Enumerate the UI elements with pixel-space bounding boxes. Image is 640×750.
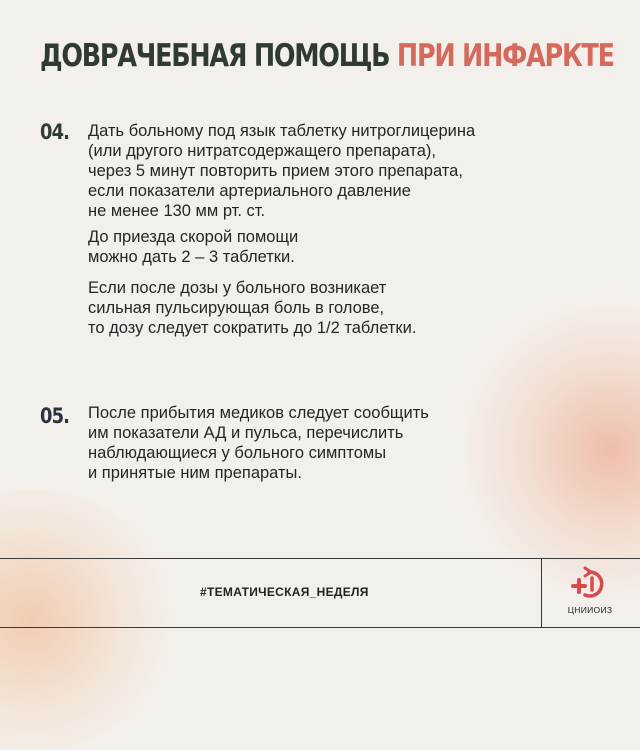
- paragraph-text: После прибытия медиков следует сообщить им показатели АД и пульса, перечислить наблюдающиеся у больного симптомы и принятые ним препараты.: [88, 404, 429, 482]
- footer-divider-top: [0, 558, 640, 559]
- footer-divider-vertical: [541, 558, 542, 627]
- organization-logo: [555, 565, 625, 625]
- title-accent: ПРИ ИНФАРКТЕ: [396, 38, 614, 74]
- step-04-paragraph-3: [88, 278, 608, 338]
- hashtag-label[interactable]: #ТЕМАТИЧЕСКАЯ_НЕДЕЛЯ: [200, 585, 369, 599]
- page-title: [40, 36, 614, 76]
- footer-divider-bottom: [0, 627, 640, 628]
- step-04-paragraph-1: [88, 121, 608, 221]
- paragraph-text: Если после дозы у больного возникает сильная пульсирующая боль в голове, то дозу следует сократить до 1/2 таблетки.: [88, 279, 417, 337]
- step-number-04: 04.: [40, 120, 70, 144]
- step-number-05: 05.: [40, 404, 70, 428]
- step-05-paragraph-1: [88, 403, 608, 483]
- step-04-paragraph-2: [88, 227, 608, 267]
- paragraph-text: До приезда скорой помощи можно дать 2 – 3 таблетки.: [88, 228, 299, 266]
- plus-circle-arrow-icon: [565, 565, 615, 610]
- logo-text: ЦНИИОИЗ: [567, 605, 613, 615]
- title-main: ДОВРАЧЕБНАЯ ПОМОЩЬ: [40, 38, 390, 74]
- paragraph-text: Дать больному под язык таблетку нитроглицерина (или другого нитратсодержащего препарата), через 5 минут повторить прием этого препарата, если показатели артериального давление не менее 130 мм рт. ст.: [88, 122, 476, 220]
- background-glow-left: [0, 490, 180, 750]
